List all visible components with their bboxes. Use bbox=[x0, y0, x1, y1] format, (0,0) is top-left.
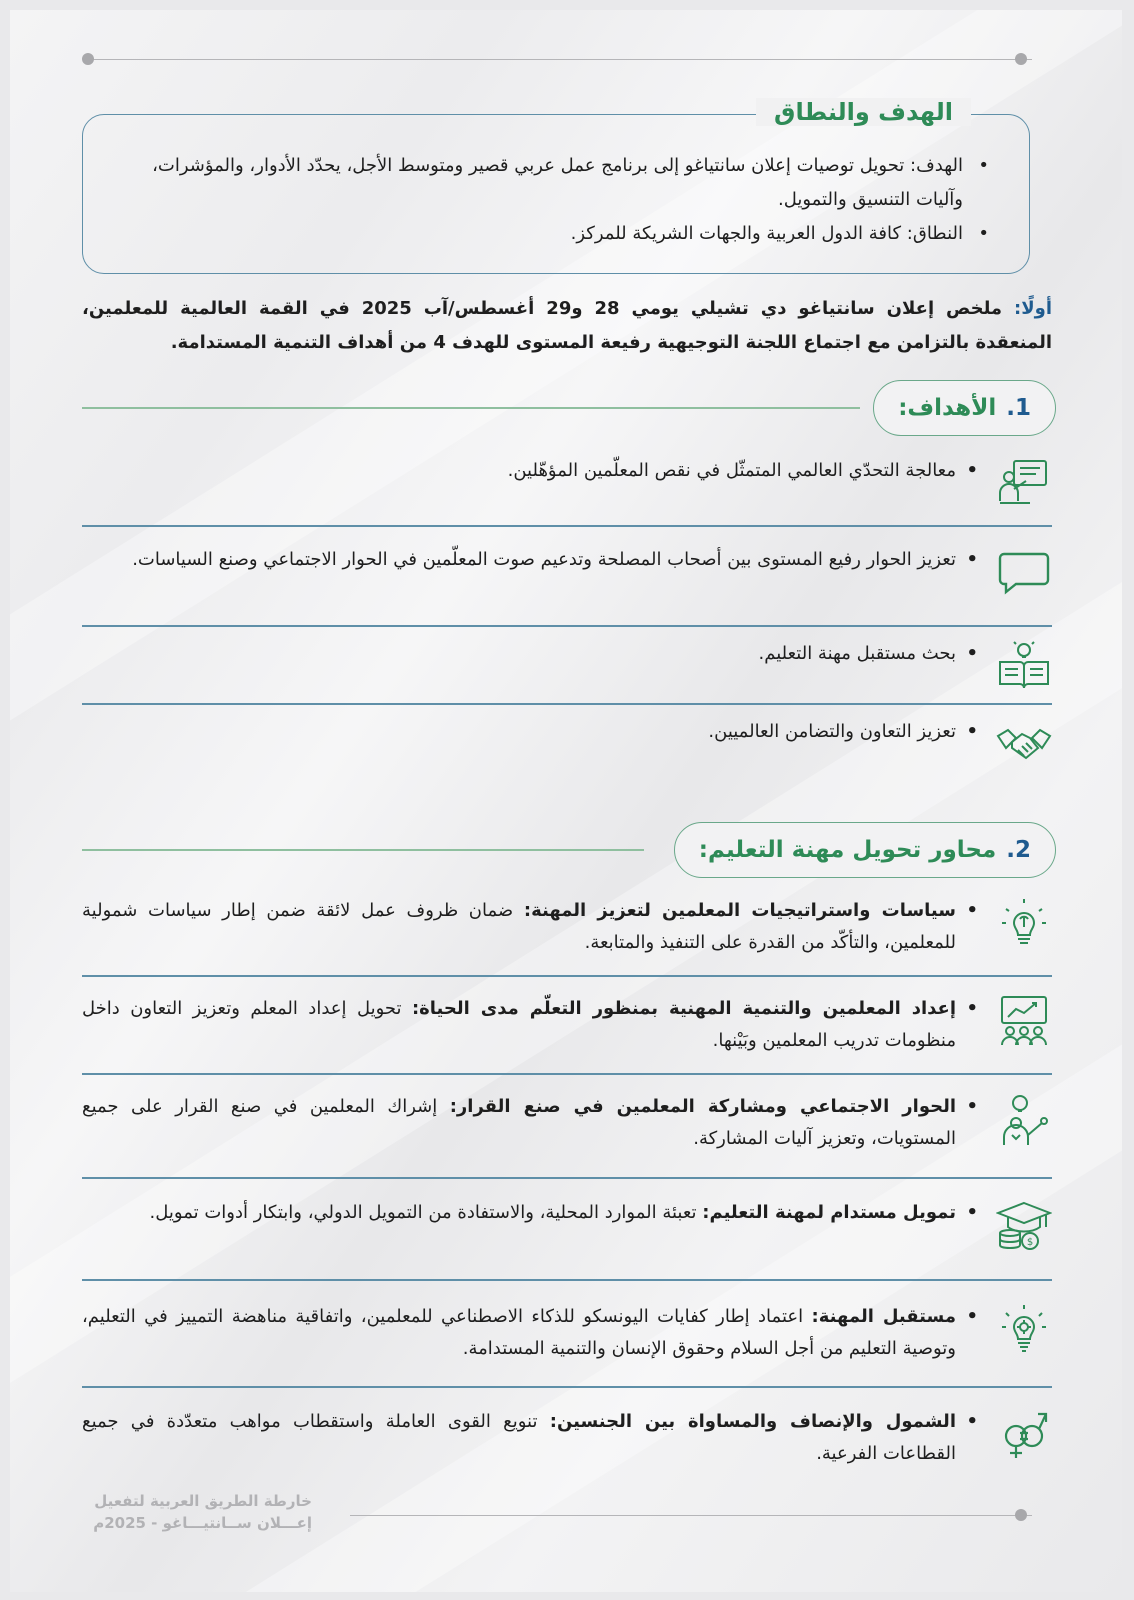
teacher-board-icon bbox=[996, 455, 1052, 511]
goal-item bbox=[82, 455, 1052, 511]
section2-pill bbox=[674, 822, 1056, 878]
goal-item bbox=[82, 638, 1052, 694]
intro-text: ملخص إعلان سانتياغو دي تشيلي يومي 28 و29 أغسطس/آب 2025 في القمة العالمية للمعلمين، المنعقدة بالتزامن مع اجتماع اللجنة التوجيهية رفيعة المستوى للهدف 4 من أهداف التنمية المستدامة. bbox=[82, 298, 1052, 353]
section1-number: 1. bbox=[1006, 395, 1031, 421]
scope-range: • النطاق: كافة الدول العربية والجهات الشريكة للمركز. bbox=[109, 217, 989, 251]
axis-item bbox=[82, 1197, 1052, 1253]
axis-heading: الشمول والإنصاف والمساواة بين الجنسين: bbox=[549, 1411, 956, 1432]
training-presentation-icon bbox=[996, 993, 1052, 1049]
row-divider bbox=[82, 703, 1052, 705]
axis-heading: تمويل مستدام لمهنة التعليم: bbox=[702, 1202, 956, 1223]
axis-text bbox=[82, 1091, 978, 1155]
row-divider bbox=[82, 1386, 1052, 1388]
intro-lead: أولًا: bbox=[1014, 298, 1052, 319]
axis-description: اعتماد إطار كفايات اليونسكو للذكاء الاصطناعي للمعلمين، واتفاقية مناهضة التمييز في التعليم، وتوصية التعليم من أجل السلام وحقوق الإنسان والتنمية المستدامة. bbox=[82, 1306, 956, 1359]
row-divider bbox=[82, 1177, 1052, 1179]
speech-bubble-icon bbox=[996, 544, 1052, 600]
top-rule-dot-right bbox=[1015, 53, 1027, 65]
top-rule-dot-left bbox=[82, 53, 94, 65]
axis-text bbox=[82, 993, 978, 1057]
axis-heading: إعداد المعلمين والتنمية المهنية بمنظور التعلّم مدى الحياة: bbox=[411, 998, 957, 1019]
axis-heading: مستقبل المهنة: bbox=[811, 1306, 956, 1327]
lightbulb-brain-icon bbox=[996, 895, 1052, 951]
row-divider bbox=[82, 1279, 1052, 1281]
axis-item bbox=[82, 895, 1052, 959]
book-lightbulb-icon bbox=[996, 638, 1052, 694]
footer-line-2: إعـــلان ســانتيـــاغو - 2025م bbox=[93, 1514, 312, 1532]
axis-description: تنويع القوى العاملة واستقطاب مواهب متعدّدة في جميع القطاعات الفرعية. bbox=[82, 1411, 956, 1464]
row-divider bbox=[82, 975, 1052, 977]
axis-text bbox=[82, 1406, 978, 1470]
section2-title: محاور تحويل مهنة التعليم: bbox=[698, 837, 997, 863]
scope-list bbox=[109, 149, 989, 251]
section1-header bbox=[82, 380, 1056, 436]
section2-number: 2. bbox=[1006, 837, 1031, 863]
graduation-money-icon bbox=[996, 1197, 1052, 1253]
axis-heading: سياسات واستراتيجيات المعلمين لتعزيز المهنة: bbox=[523, 900, 956, 921]
axis-item bbox=[82, 993, 1052, 1057]
row-divider bbox=[82, 1073, 1052, 1075]
section1-title: الأهداف: bbox=[898, 395, 997, 421]
axis-text bbox=[82, 1301, 978, 1365]
axis-item bbox=[82, 1091, 1052, 1155]
gender-equality-icon bbox=[996, 1406, 1052, 1462]
axis-heading: الحوار الاجتماعي ومشاركة المعلمين في صنع القرار: bbox=[449, 1096, 957, 1117]
axis-description: إشراك المعلمين في صنع القرار على جميع المستويات، وتعزيز آليات المشاركة. bbox=[82, 1096, 956, 1149]
goal-item bbox=[82, 716, 1052, 772]
section2-header bbox=[82, 822, 1056, 878]
scope-goal: • الهدف: تحويل توصيات إعلان سانتياغو إلى برنامج عمل عربي قصير ومتوسط الأجل، يحدّد الأدوار، والمؤشرات، وآليات التنسيق والتمويل. bbox=[109, 149, 989, 217]
goal-text: • معالجة التحدّي العالمي المتمثّل في نقص المعلّمين المؤهّلين. bbox=[82, 455, 978, 487]
goal-text: • تعزيز الحوار رفيع المستوى بين أصحاب المصلحة وتدعيم صوت المعلّمين في الحوار الاجتماعي وصنع السياسات. bbox=[82, 544, 978, 576]
axis-text bbox=[82, 895, 978, 959]
axis-item bbox=[82, 1406, 1052, 1470]
bottom-rule-dot bbox=[1015, 1509, 1027, 1521]
footer-brand bbox=[82, 1490, 312, 1534]
bottom-rule bbox=[350, 1515, 1032, 1516]
row-divider bbox=[82, 525, 1052, 527]
top-rule bbox=[88, 59, 1032, 60]
axis-text bbox=[82, 1197, 978, 1229]
footer-line-1: خارطة الطريق العربية لتفعيل bbox=[94, 1492, 312, 1510]
scope-title: الهدف والنطاق bbox=[756, 98, 971, 126]
axis-item bbox=[82, 1301, 1052, 1365]
section2-rule bbox=[82, 849, 644, 851]
svg-text:$: $ bbox=[1026, 1237, 1034, 1248]
axis-description: ضمان ظروف عمل لائقة ضمن إطار سياسات شمولية للمعلمين، والتأكّد من القدرة على التنفيذ والمتابعة. bbox=[82, 900, 956, 953]
speaker-idea-icon bbox=[996, 1091, 1052, 1147]
goal-text: • بحث مستقبل مهنة التعليم. bbox=[82, 638, 978, 670]
goal-item bbox=[82, 544, 1052, 600]
section1-pill bbox=[873, 380, 1056, 436]
section1-rule bbox=[82, 407, 860, 409]
row-divider bbox=[82, 625, 1052, 627]
axis-description: تعبئة الموارد المحلية، والاستفادة من التمويل الدولي، وابتكار أدوات تمويل. bbox=[149, 1202, 703, 1223]
goal-text: • تعزيز التعاون والتضامن العالميين. bbox=[82, 716, 978, 748]
axis-description: تحويل إعداد المعلم وتعزيز التعاون داخل منظومات تدريب المعلمين وبَيْنها. bbox=[82, 998, 956, 1051]
handshake-icon bbox=[996, 716, 1052, 772]
summary-intro bbox=[82, 292, 1052, 360]
lightbulb-gear-icon bbox=[996, 1301, 1052, 1357]
scope-box bbox=[82, 98, 1030, 274]
